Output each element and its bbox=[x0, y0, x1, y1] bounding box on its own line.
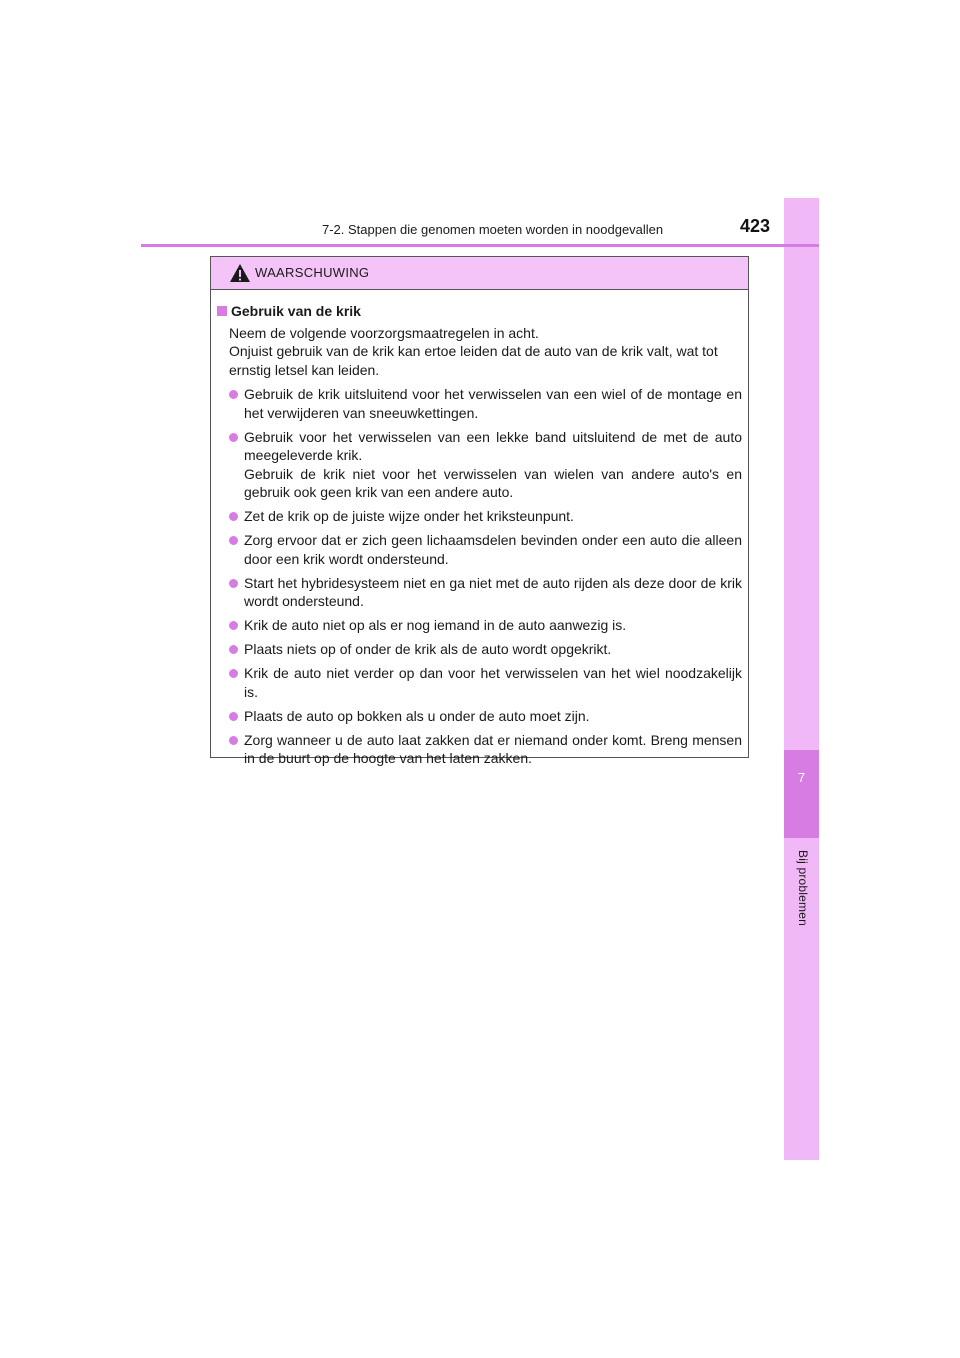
chapter-label: Bij problemen bbox=[796, 850, 810, 926]
page-header-title: 7-2. Stappen die genomen moeten worden in noodgevallen bbox=[322, 222, 664, 237]
warning-header bbox=[211, 257, 748, 290]
header-divider bbox=[141, 244, 819, 247]
list-item bbox=[229, 616, 742, 635]
intro-line-1: Neem de volgende voorzorgsmaatregelen in acht. bbox=[229, 324, 539, 341]
list-item bbox=[229, 428, 742, 502]
list-item-text: Gebruik de krik niet voor het verwisselen van wielen van andere auto's en gebruik ook geen krik van een andere auto. bbox=[244, 465, 742, 500]
list-item bbox=[229, 507, 742, 526]
list-item-text: Start het hybridesysteem niet en ga niet met de auto rijden als deze door de krik wordt ondersteund. bbox=[244, 574, 742, 609]
list-item-text: Plaats niets op of onder de krik als de auto wordt opgekrikt. bbox=[244, 641, 612, 657]
list-item-text: Zet de krik op de juiste wijze onder het kriksteunpunt. bbox=[244, 508, 574, 524]
bullet-dot-icon bbox=[229, 621, 238, 630]
bullet-dot-icon bbox=[229, 736, 238, 745]
chapter-number: 7 bbox=[797, 770, 806, 785]
page-number: 423 bbox=[740, 216, 771, 236]
intro-text bbox=[217, 324, 742, 380]
precaution-list bbox=[217, 385, 742, 768]
side-tab bbox=[784, 198, 819, 1160]
bullet-dot-icon bbox=[229, 512, 238, 521]
bullet-dot-icon bbox=[229, 390, 238, 399]
list-item-text: Krik de auto niet verder op dan voor het verwisselen van het wiel noodzakelijk is. bbox=[244, 665, 742, 700]
bullet-dot-icon bbox=[229, 645, 238, 654]
list-item-text: Gebruik de krik uitsluitend voor het verwisselen van een wiel of de montage en het verwijderen van sneeuwkettingen. bbox=[244, 386, 742, 421]
intro-line-2: Onjuist gebruik van de krik kan ertoe leiden dat de auto van de krik valt, wat tot ernstig letsel kan leiden. bbox=[229, 343, 718, 378]
list-item-text: Krik de auto niet op als er nog iemand in de auto aanwezig is. bbox=[244, 617, 627, 633]
list-item-text: Gebruik voor het verwisselen van een lekke band uitsluitend de met de auto meegeleverde krik. bbox=[244, 428, 742, 463]
list-item bbox=[229, 640, 742, 659]
section-title: Gebruik van de krik bbox=[231, 303, 361, 319]
list-item-text: Zorg wanneer u de auto laat zakken dat er niemand onder komt. Breng mensen in de buurt op de hoogte van het laten zakken. bbox=[244, 731, 742, 766]
warning-box bbox=[210, 256, 749, 766]
list-item bbox=[229, 664, 742, 701]
bullet-dot-icon bbox=[229, 669, 238, 678]
list-item bbox=[229, 531, 742, 568]
bullet-dot-icon bbox=[229, 712, 238, 721]
bullet-dot-icon bbox=[229, 536, 238, 545]
square-bullet-icon bbox=[217, 306, 227, 316]
warning-triangle-icon bbox=[229, 263, 251, 283]
list-item-text: Zorg ervoor dat er zich geen lichaamsdelen bevinden onder een auto die alleen door een krik wordt ondersteund. bbox=[244, 532, 742, 567]
list-item bbox=[229, 707, 742, 726]
warning-body bbox=[211, 290, 748, 768]
chapter-tab-marker bbox=[784, 750, 819, 838]
section-heading bbox=[217, 302, 742, 321]
list-item bbox=[229, 574, 742, 611]
list-item bbox=[229, 731, 742, 768]
bullet-dot-icon bbox=[229, 433, 238, 442]
list-item-text: Plaats de auto op bokken als u onder de auto moet zijn. bbox=[244, 707, 590, 724]
bullet-dot-icon bbox=[229, 579, 238, 588]
list-item bbox=[229, 385, 742, 422]
warning-title: WAARSCHUWING bbox=[255, 265, 370, 280]
